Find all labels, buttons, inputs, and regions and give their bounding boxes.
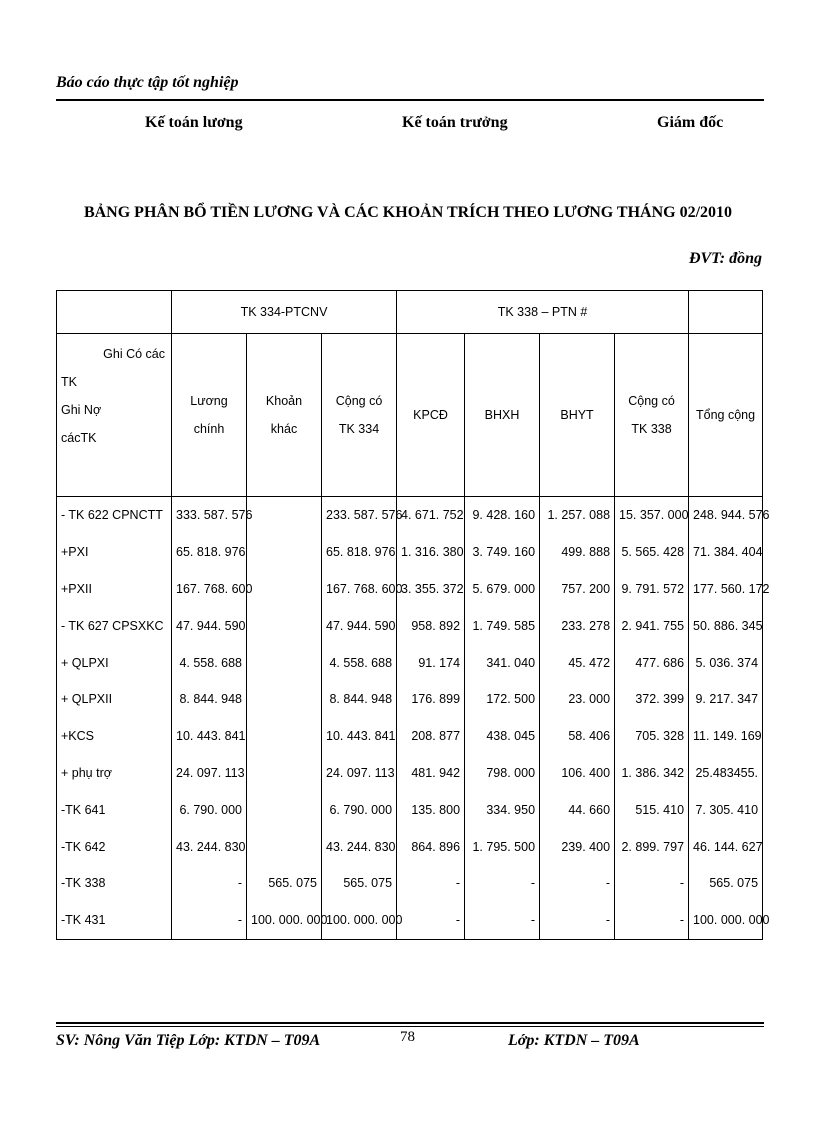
- table-cell: -: [397, 902, 465, 939]
- table-cell: 705. 328: [615, 718, 689, 755]
- row-account-label: +PXI: [57, 534, 172, 571]
- table-row: [57, 902, 763, 939]
- table-cell: [247, 571, 322, 608]
- table-cell: 45. 472: [540, 644, 615, 681]
- table-cell: 25.483455.: [689, 755, 763, 792]
- table-cell: 23. 000: [540, 681, 615, 718]
- stub-header: [57, 334, 172, 497]
- table-cell: -: [465, 902, 540, 939]
- signature-chief-accountant: Kế toán trưởng: [402, 114, 508, 131]
- table-cell: 4. 558. 688: [322, 644, 397, 681]
- table-cell: 208. 877: [397, 718, 465, 755]
- table-row: [57, 791, 763, 828]
- table-cell: 6. 790. 000: [172, 791, 247, 828]
- table-cell: 167. 768. 600: [322, 571, 397, 608]
- table-cell: -: [172, 865, 247, 902]
- table-cell: 798. 000: [465, 755, 540, 792]
- document-title: BẢNG PHÂN BỔ TIỀN LƯƠNG VÀ CÁC KHOẢN TRÍCH THEO LƯƠNG THÁNG 02/2010: [83, 204, 733, 221]
- col-header-bhxh: BHXH: [465, 334, 540, 497]
- table-cell: 499. 888: [540, 534, 615, 571]
- stub-header-line: Ghi Có các: [103, 347, 165, 361]
- table-cell: 65. 818. 976: [322, 534, 397, 571]
- report-header-title: Báo cáo thực tập tốt nghiệp: [56, 74, 239, 91]
- table-cell: 50. 886. 345: [689, 607, 763, 644]
- table-cell: 172. 500: [465, 681, 540, 718]
- table-cell: 757. 200: [540, 571, 615, 608]
- table-cell: 71. 384. 404: [689, 534, 763, 571]
- row-account-label: + QLPXII: [57, 681, 172, 718]
- table-cell: 958. 892: [397, 607, 465, 644]
- table-row: [57, 865, 763, 902]
- table-cell: 2. 941. 755: [615, 607, 689, 644]
- table-cell: 167. 768. 600: [172, 571, 247, 608]
- table-body: [57, 497, 770, 940]
- table-cell: 65. 818. 976: [172, 534, 247, 571]
- table-cell: 333. 587. 576: [172, 497, 247, 534]
- table-cell: [247, 828, 322, 865]
- col-header-line: TK 338: [631, 422, 672, 436]
- table-cell: [247, 607, 322, 644]
- table-cell: 58. 406: [540, 718, 615, 755]
- table-cell: 47. 944. 590: [322, 607, 397, 644]
- table-cell: 372. 399: [615, 681, 689, 718]
- row-account-label: -TK 641: [57, 791, 172, 828]
- table-cell: 100. 000. 000: [247, 902, 322, 939]
- table-cell: 248. 944. 576: [689, 497, 763, 534]
- row-account-label: -TK 338: [57, 865, 172, 902]
- group-header-row: [57, 291, 763, 334]
- row-account-label: +KCS: [57, 718, 172, 755]
- footer-class-info: Lớp: KTDN – T09A: [508, 1032, 640, 1049]
- table-cell: [247, 755, 322, 792]
- row-account-label: + phụ trợ: [57, 755, 172, 792]
- table-cell: -: [465, 865, 540, 902]
- table-cell: 4. 671. 752: [397, 497, 465, 534]
- group-header-total-empty: [689, 291, 763, 334]
- table-row: [57, 755, 763, 792]
- table-cell: 5. 679. 000: [465, 571, 540, 608]
- table-cell: 7. 305. 410: [689, 791, 763, 828]
- table-cell: 9. 217. 347: [689, 681, 763, 718]
- table-cell: 481. 942: [397, 755, 465, 792]
- table-cell: 515. 410: [615, 791, 689, 828]
- table-cell: -: [397, 865, 465, 902]
- col-header-line: Cộng có: [335, 394, 383, 408]
- currency-unit: ĐVT: đồng: [688, 250, 762, 267]
- col-header-tong-cong: Tổng cộng: [689, 334, 763, 497]
- table-cell: [247, 497, 322, 534]
- stub-header-line: TK: [61, 375, 77, 389]
- col-header-khoan-khac: Khoản khác: [247, 334, 322, 497]
- table-cell: 1. 795. 500: [465, 828, 540, 865]
- table-cell: 44. 660: [540, 791, 615, 828]
- col-header-kpcd: KPCĐ: [397, 334, 465, 497]
- table-cell: 233. 278: [540, 607, 615, 644]
- group-header-tk334: TK 334-PTCNV: [172, 291, 397, 334]
- table-cell: [247, 681, 322, 718]
- table-cell: 11. 149. 169: [689, 718, 763, 755]
- table-cell: [247, 791, 322, 828]
- stub-header-line: cácTK: [61, 431, 97, 445]
- table-cell: 477. 686: [615, 644, 689, 681]
- table-row: [57, 607, 763, 644]
- table-cell: -: [172, 902, 247, 939]
- table-row: [57, 497, 763, 534]
- table-cell: 3. 355. 372: [397, 571, 465, 608]
- col-header-cong-co-334: [322, 334, 397, 497]
- table-cell: 24. 097. 113: [172, 755, 247, 792]
- table-cell: 4. 558. 688: [172, 644, 247, 681]
- column-header-row: [57, 334, 763, 497]
- table-cell: 10. 443. 841: [322, 718, 397, 755]
- row-account-label: +PXII: [57, 571, 172, 608]
- table-cell: 177. 560. 172: [689, 571, 763, 608]
- signature-chief-payroll: Kế toán lương: [145, 114, 243, 131]
- row-account-label: + QLPXI: [57, 644, 172, 681]
- table-cell: 565. 075: [322, 865, 397, 902]
- table-cell: [247, 644, 322, 681]
- col-header-luong-chinh: Lương chính: [172, 334, 247, 497]
- group-header-tk338: TK 338 – PTN #: [397, 291, 689, 334]
- table-row: [57, 718, 763, 755]
- table-cell: -: [540, 865, 615, 902]
- table-cell: 2. 899. 797: [615, 828, 689, 865]
- table-cell: 5. 036. 374: [689, 644, 763, 681]
- table-cell: 1. 386. 342: [615, 755, 689, 792]
- col-header-bhyt: BHYT: [540, 334, 615, 497]
- table-cell: 43. 244. 830: [322, 828, 397, 865]
- table-row: [57, 571, 763, 608]
- table-cell: [247, 534, 322, 571]
- stub-header-line: Ghi Nợ: [61, 403, 102, 417]
- footer-student-info: SV: Nông Văn Tiệp Lớp: KTDN – T09A: [56, 1032, 321, 1049]
- table-cell: 5. 565. 428: [615, 534, 689, 571]
- table-row: [57, 534, 763, 571]
- table-cell: 100. 000. 000: [322, 902, 397, 939]
- table-cell: 334. 950: [465, 791, 540, 828]
- table-cell: 91. 174: [397, 644, 465, 681]
- table-cell: 8. 844. 948: [172, 681, 247, 718]
- table-cell: 6. 790. 000: [322, 791, 397, 828]
- table-cell: 9. 428. 160: [465, 497, 540, 534]
- col-header-line: TK 334: [338, 422, 380, 436]
- table-cell: -: [615, 865, 689, 902]
- table-cell: 9. 791. 572: [615, 571, 689, 608]
- table-cell: 135. 800: [397, 791, 465, 828]
- table-cell: 106. 400: [540, 755, 615, 792]
- table-cell: 8. 844. 948: [322, 681, 397, 718]
- row-account-label: -TK 642: [57, 828, 172, 865]
- footer-divider: [56, 1022, 764, 1024]
- table-cell: 47. 944. 590: [172, 607, 247, 644]
- table-row: [57, 828, 763, 865]
- table-cell: -: [540, 902, 615, 939]
- table-cell: 46. 144. 627: [689, 828, 763, 865]
- col-header-line: Cộng có: [628, 394, 675, 408]
- table-cell: 438. 045: [465, 718, 540, 755]
- table-row: [57, 681, 763, 718]
- table-cell: 1. 749. 585: [465, 607, 540, 644]
- table-row: [57, 644, 763, 681]
- table-cell: 3. 749. 160: [465, 534, 540, 571]
- table-cell: 239. 400: [540, 828, 615, 865]
- table-cell: 1. 316. 380: [397, 534, 465, 571]
- table-cell: 565. 075: [247, 865, 322, 902]
- signature-director: Giám đốc: [657, 114, 724, 131]
- page-number: 78: [400, 1029, 415, 1045]
- col-header-cong-co-338: [615, 334, 689, 497]
- row-account-label: - TK 622 CPNCTT: [57, 497, 172, 534]
- footer-divider-thin: [56, 1026, 764, 1027]
- group-header-empty: [57, 291, 172, 334]
- table-cell: 864. 896: [397, 828, 465, 865]
- row-account-label: - TK 627 CPSXKC: [57, 607, 172, 644]
- table-cell: 100. 000. 000: [689, 902, 763, 939]
- table-cell: 1. 257. 088: [540, 497, 615, 534]
- table-cell: -: [615, 902, 689, 939]
- table-cell: [247, 718, 322, 755]
- table-cell: 176. 899: [397, 681, 465, 718]
- table-cell: 15. 357. 000: [615, 497, 689, 534]
- table-cell: 565. 075: [689, 865, 763, 902]
- table-cell: 24. 097. 113: [322, 755, 397, 792]
- table-cell: 10. 443. 841: [172, 718, 247, 755]
- row-account-label: -TK 431: [57, 902, 172, 939]
- table-cell: 43. 244. 830: [172, 828, 247, 865]
- table-cell: 341. 040: [465, 644, 540, 681]
- header-divider: [56, 99, 764, 101]
- table-cell: 233. 587. 576: [322, 497, 397, 534]
- salary-allocation-table: [56, 290, 770, 940]
